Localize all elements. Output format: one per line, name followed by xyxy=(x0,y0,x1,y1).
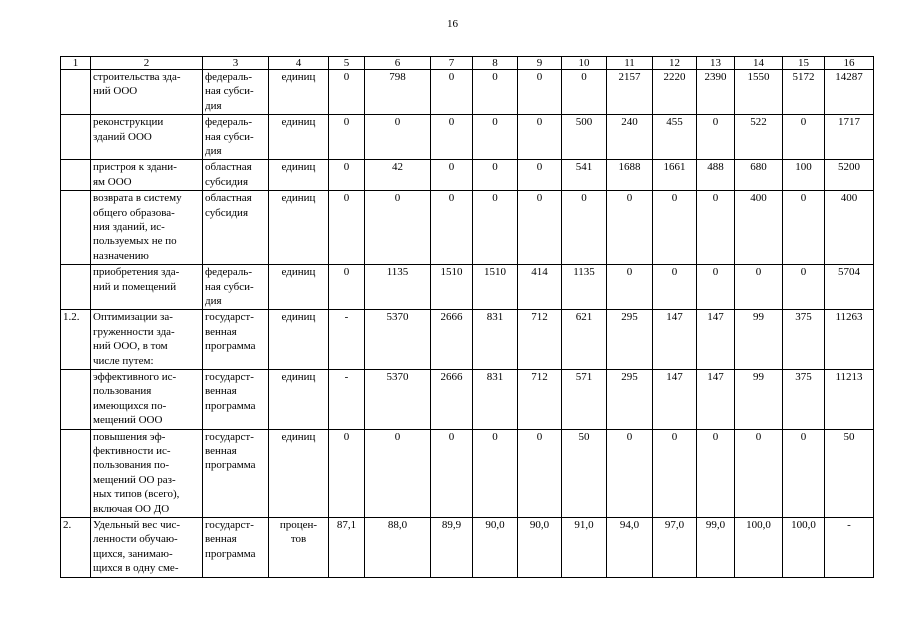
value-cell: 0 xyxy=(783,429,825,517)
value-cell: 2666 xyxy=(431,369,473,429)
value-cell: 0 xyxy=(473,191,518,265)
value-cell: 2220 xyxy=(653,70,697,115)
value-cell: 0 xyxy=(329,429,365,517)
row-number xyxy=(61,160,91,191)
value-cell: 89,9 xyxy=(431,517,473,577)
funding-source: областная субсидия xyxy=(203,191,269,265)
unit: единиц xyxy=(269,160,329,191)
value-cell: 0 xyxy=(329,191,365,265)
row-number xyxy=(61,115,91,160)
value-cell: 0 xyxy=(431,429,473,517)
value-cell: 5172 xyxy=(783,70,825,115)
row-number: 1.2. xyxy=(61,310,91,370)
value-cell: 0 xyxy=(473,115,518,160)
row-number: 2. xyxy=(61,517,91,577)
column-number: 6 xyxy=(365,57,431,70)
table-row xyxy=(61,191,874,265)
value-cell: 0 xyxy=(607,191,653,265)
value-cell: 1510 xyxy=(473,265,518,310)
value-cell: 680 xyxy=(735,160,783,191)
value-cell: 97,0 xyxy=(653,517,697,577)
value-cell: 571 xyxy=(562,369,607,429)
column-number-row xyxy=(61,57,874,70)
unit: единиц xyxy=(269,70,329,115)
row-number xyxy=(61,191,91,265)
value-cell: 0 xyxy=(697,429,735,517)
value-cell: 147 xyxy=(697,369,735,429)
value-cell: 0 xyxy=(518,429,562,517)
column-number: 8 xyxy=(473,57,518,70)
value-cell: 1717 xyxy=(825,115,874,160)
funding-source: областная субсидия xyxy=(203,160,269,191)
value-cell: 0 xyxy=(518,115,562,160)
column-number: 16 xyxy=(825,57,874,70)
value-cell: - xyxy=(825,517,874,577)
column-number: 3 xyxy=(203,57,269,70)
value-cell: 0 xyxy=(735,265,783,310)
funding-source: государст- венная программа xyxy=(203,310,269,370)
value-cell: 0 xyxy=(431,70,473,115)
indicator-name: реконструкции зданий ООО xyxy=(91,115,203,160)
value-cell: 91,0 xyxy=(562,517,607,577)
value-cell: 87,1 xyxy=(329,517,365,577)
value-cell: 0 xyxy=(697,191,735,265)
value-cell: 0 xyxy=(607,265,653,310)
value-cell: 0 xyxy=(473,160,518,191)
value-cell: 0 xyxy=(365,191,431,265)
column-number: 14 xyxy=(735,57,783,70)
row-number xyxy=(61,265,91,310)
funding-source: федераль- ная субси- дия xyxy=(203,70,269,115)
column-number: 1 xyxy=(61,57,91,70)
column-number: 12 xyxy=(653,57,697,70)
value-cell: 0 xyxy=(562,191,607,265)
value-cell: 0 xyxy=(473,70,518,115)
value-cell: 0 xyxy=(783,115,825,160)
indicator-name: повышения эф- фективности ис- пользования по- мещений ОО раз- ных типов (всего), включая ОО ДО xyxy=(91,429,203,517)
value-cell: 455 xyxy=(653,115,697,160)
value-cell: 42 xyxy=(365,160,431,191)
value-cell: 500 xyxy=(562,115,607,160)
value-cell: 1510 xyxy=(431,265,473,310)
value-cell: 375 xyxy=(783,310,825,370)
row-number xyxy=(61,70,91,115)
value-cell: - xyxy=(329,310,365,370)
table-row xyxy=(61,369,874,429)
value-cell: 147 xyxy=(653,310,697,370)
table-row xyxy=(61,310,874,370)
value-cell: 2390 xyxy=(697,70,735,115)
funding-source: государст- венная программа xyxy=(203,517,269,577)
table-row xyxy=(61,70,874,115)
funding-source: государст- венная программа xyxy=(203,369,269,429)
value-cell: 99,0 xyxy=(697,517,735,577)
value-cell: 295 xyxy=(607,369,653,429)
value-cell: 5370 xyxy=(365,369,431,429)
value-cell: 0 xyxy=(607,429,653,517)
value-cell: 100 xyxy=(783,160,825,191)
table-row xyxy=(61,517,874,577)
unit: единиц xyxy=(269,191,329,265)
value-cell: 2157 xyxy=(607,70,653,115)
indicator-name: строительства зда- ний ООО xyxy=(91,70,203,115)
value-cell: 99 xyxy=(735,310,783,370)
value-cell: 88,0 xyxy=(365,517,431,577)
value-cell: 541 xyxy=(562,160,607,191)
value-cell: 0 xyxy=(653,265,697,310)
column-number: 13 xyxy=(697,57,735,70)
table-row xyxy=(61,265,874,310)
value-cell: 712 xyxy=(518,369,562,429)
value-cell: 0 xyxy=(518,70,562,115)
value-cell: 0 xyxy=(329,115,365,160)
funding-source: федераль- ная субси- дия xyxy=(203,115,269,160)
value-cell: 488 xyxy=(697,160,735,191)
value-cell: 147 xyxy=(697,310,735,370)
table-row xyxy=(61,115,874,160)
indicator-name: эффективного ис- пользования имеющихся по- мещений ООО xyxy=(91,369,203,429)
column-number: 10 xyxy=(562,57,607,70)
value-cell: 0 xyxy=(329,70,365,115)
value-cell: 0 xyxy=(783,265,825,310)
unit: единиц xyxy=(269,429,329,517)
indicator-name: Удельный вес чис- ленности обучаю- щихся, занимаю- щихся в одну сме- xyxy=(91,517,203,577)
column-number: 5 xyxy=(329,57,365,70)
table-row xyxy=(61,160,874,191)
value-cell: 0 xyxy=(431,191,473,265)
value-cell: 0 xyxy=(329,160,365,191)
value-cell: 99 xyxy=(735,369,783,429)
value-cell: 0 xyxy=(518,160,562,191)
value-cell: 0 xyxy=(562,70,607,115)
value-cell: 1135 xyxy=(365,265,431,310)
value-cell: 831 xyxy=(473,369,518,429)
value-cell: - xyxy=(329,369,365,429)
value-cell: 522 xyxy=(735,115,783,160)
unit: единиц xyxy=(269,115,329,160)
value-cell: 5704 xyxy=(825,265,874,310)
value-cell: 90,0 xyxy=(473,517,518,577)
unit: единиц xyxy=(269,369,329,429)
value-cell: 798 xyxy=(365,70,431,115)
unit: единиц xyxy=(269,310,329,370)
value-cell: 94,0 xyxy=(607,517,653,577)
value-cell: 0 xyxy=(473,429,518,517)
value-cell: 0 xyxy=(365,429,431,517)
table-row xyxy=(61,429,874,517)
value-cell: 1688 xyxy=(607,160,653,191)
value-cell: 0 xyxy=(735,429,783,517)
value-cell: 414 xyxy=(518,265,562,310)
value-cell: 0 xyxy=(365,115,431,160)
value-cell: 5370 xyxy=(365,310,431,370)
value-cell: 50 xyxy=(825,429,874,517)
value-cell: 100,0 xyxy=(783,517,825,577)
value-cell: 621 xyxy=(562,310,607,370)
row-number xyxy=(61,429,91,517)
column-number: 11 xyxy=(607,57,653,70)
value-cell: 2666 xyxy=(431,310,473,370)
value-cell: 5200 xyxy=(825,160,874,191)
value-cell: 0 xyxy=(697,265,735,310)
value-cell: 712 xyxy=(518,310,562,370)
indicator-name: пристроя к здани- ям ООО xyxy=(91,160,203,191)
value-cell: 100,0 xyxy=(735,517,783,577)
value-cell: 295 xyxy=(607,310,653,370)
value-cell: 400 xyxy=(735,191,783,265)
value-cell: 90,0 xyxy=(518,517,562,577)
value-cell: 0 xyxy=(329,265,365,310)
value-cell: 147 xyxy=(653,369,697,429)
column-number: 2 xyxy=(91,57,203,70)
funding-source: федераль- ная субси- дия xyxy=(203,265,269,310)
value-cell: 1135 xyxy=(562,265,607,310)
row-number xyxy=(61,369,91,429)
value-cell: 375 xyxy=(783,369,825,429)
value-cell: 1550 xyxy=(735,70,783,115)
value-cell: 0 xyxy=(653,429,697,517)
indicator-table xyxy=(60,56,874,578)
value-cell: 14287 xyxy=(825,70,874,115)
funding-source: государст- венная программа xyxy=(203,429,269,517)
value-cell: 240 xyxy=(607,115,653,160)
value-cell: 400 xyxy=(825,191,874,265)
indicator-name: Оптимизации за- груженности зда- ний ООО, в том числе путем: xyxy=(91,310,203,370)
unit: процен- тов xyxy=(269,517,329,577)
value-cell: 0 xyxy=(653,191,697,265)
value-cell: 0 xyxy=(783,191,825,265)
column-number: 9 xyxy=(518,57,562,70)
value-cell: 0 xyxy=(697,115,735,160)
value-cell: 0 xyxy=(431,160,473,191)
value-cell: 0 xyxy=(518,191,562,265)
value-cell: 11213 xyxy=(825,369,874,429)
indicator-name: приобретения зда- ний и помещений xyxy=(91,265,203,310)
unit: единиц xyxy=(269,265,329,310)
value-cell: 0 xyxy=(431,115,473,160)
column-number: 15 xyxy=(783,57,825,70)
indicator-name: возврата в систему общего образова- ния зданий, ис- пользуемых не по назначению xyxy=(91,191,203,265)
value-cell: 11263 xyxy=(825,310,874,370)
column-number: 7 xyxy=(431,57,473,70)
column-number: 4 xyxy=(269,57,329,70)
value-cell: 50 xyxy=(562,429,607,517)
page-number: 16 xyxy=(447,18,458,30)
value-cell: 1661 xyxy=(653,160,697,191)
value-cell: 831 xyxy=(473,310,518,370)
